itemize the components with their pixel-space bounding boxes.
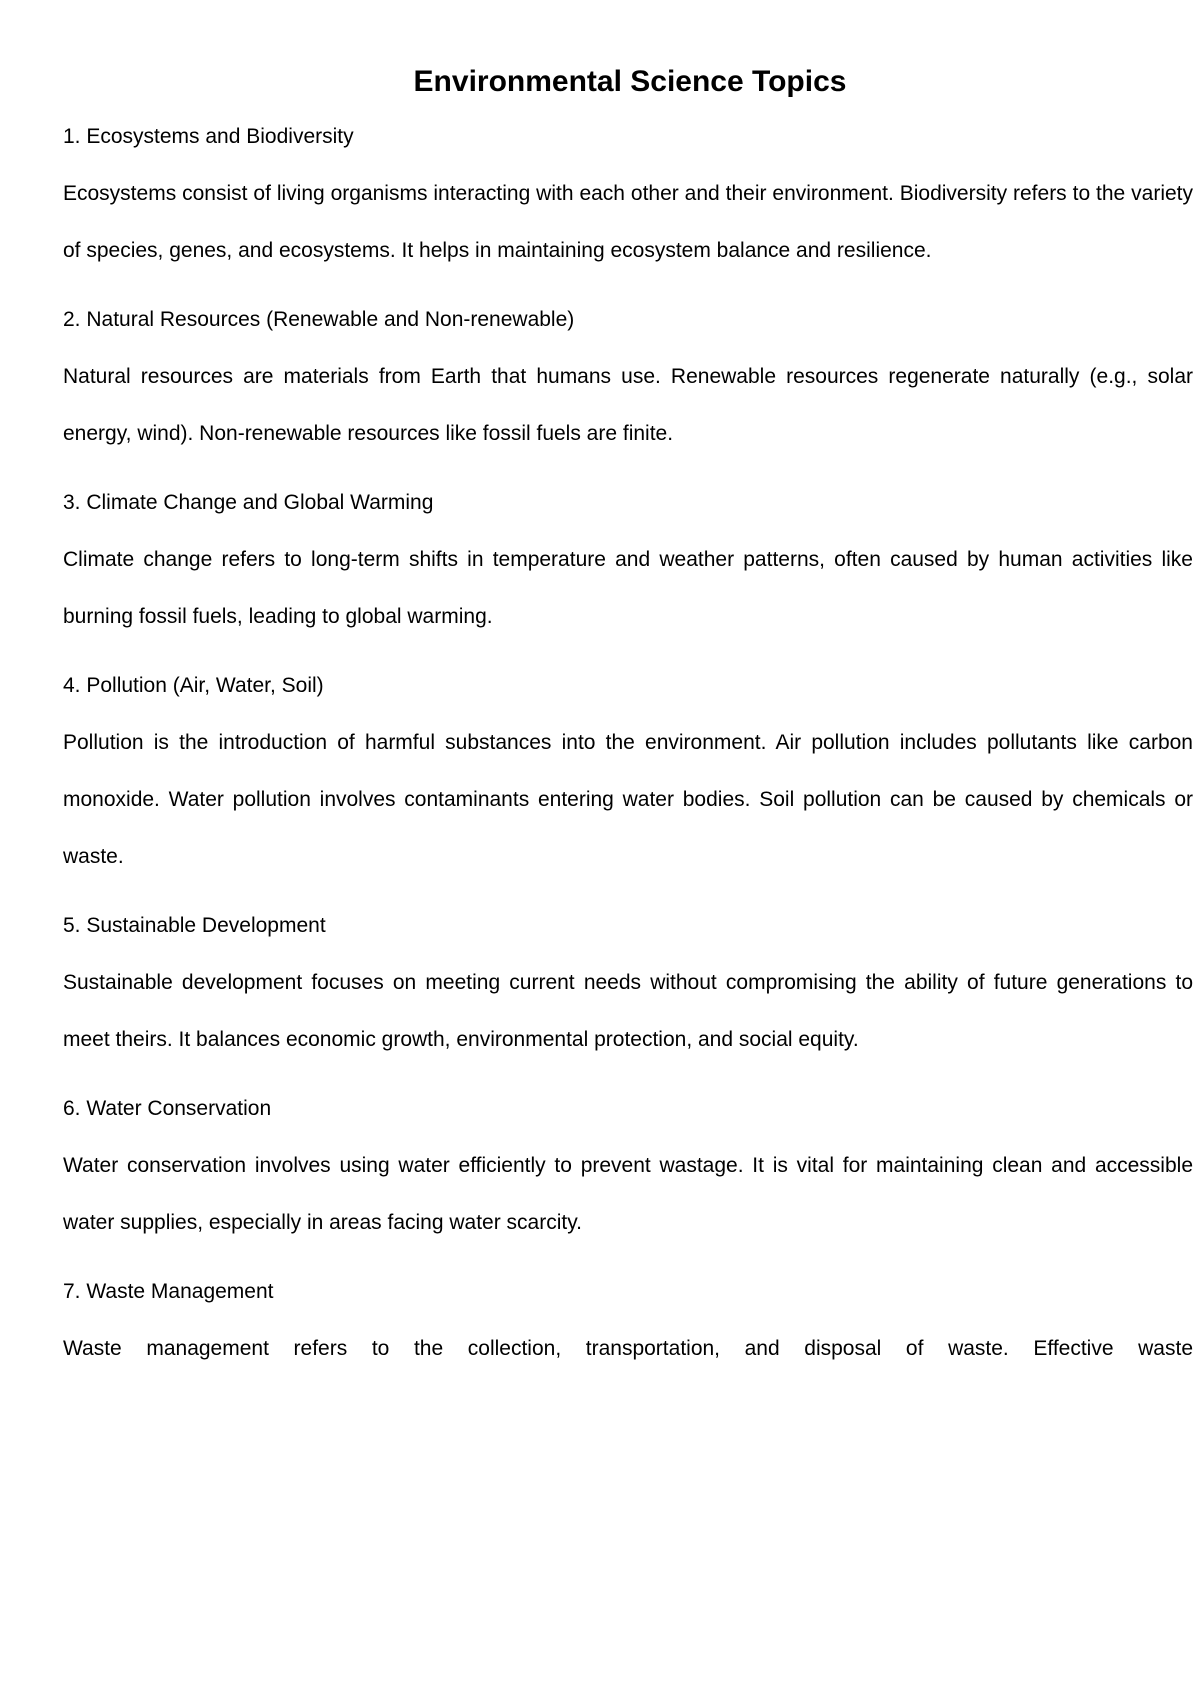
section-heading: 6. Water Conservation xyxy=(63,1097,272,1120)
section-water-conservation xyxy=(63,1094,1193,1251)
section-body: Sustainable development focuses on meeting current needs without compromising the ability of future generations to meet theirs. It balances economic growth, environmental protection, and social equity. xyxy=(63,971,1193,1051)
section-heading: 7. Waste Management xyxy=(63,1280,274,1303)
section-body: Pollution is the introduction of harmful substances into the environment. Air pollution includes pollutants like carbon monoxide. Water pollution involves contaminants entering water bodies. Soil pollution can be caused by chemicals or waste. xyxy=(63,731,1193,868)
section-sustainable-development xyxy=(63,911,1193,1068)
section-body: Waste management refers to the collection, transportation, and disposal of waste. Effective waste xyxy=(63,1337,1193,1360)
section-waste-management xyxy=(63,1277,1193,1377)
section-heading: 1. Ecosystems and Biodiversity xyxy=(63,125,354,148)
section-natural-resources xyxy=(63,305,1193,462)
section-heading: 2. Natural Resources (Renewable and Non-renewable) xyxy=(63,308,575,331)
section-ecosystems xyxy=(63,122,1193,279)
section-body: Climate change refers to long-term shifts in temperature and weather patterns, often caused by human activities like burning fossil fuels, leading to global warming. xyxy=(63,548,1193,628)
section-body: Natural resources are materials from Earth that humans use. Renewable resources regenerate naturally (e.g., solar energy, wind). Non-renewable resources like fossil fuels are finite. xyxy=(63,365,1193,445)
section-heading: 3. Climate Change and Global Warming xyxy=(63,491,434,514)
section-heading: 5. Sustainable Development xyxy=(63,914,326,937)
section-pollution xyxy=(63,671,1193,885)
document-page xyxy=(63,60,1193,1377)
section-body: Ecosystems consist of living organisms interacting with each other and their environment. Biodiversity refers to the variety of species, genes, and ecosystems. It helps in maintaining ecosystem balance and resilience. xyxy=(63,182,1193,262)
section-body: Water conservation involves using water efficiently to prevent wastage. It is vital for maintaining clean and accessible water supplies, especially in areas facing water scarcity. xyxy=(63,1154,1193,1234)
section-climate-change xyxy=(63,488,1193,645)
section-heading: 4. Pollution (Air, Water, Soil) xyxy=(63,674,324,697)
document-title: Environmental Science Topics xyxy=(413,65,847,98)
